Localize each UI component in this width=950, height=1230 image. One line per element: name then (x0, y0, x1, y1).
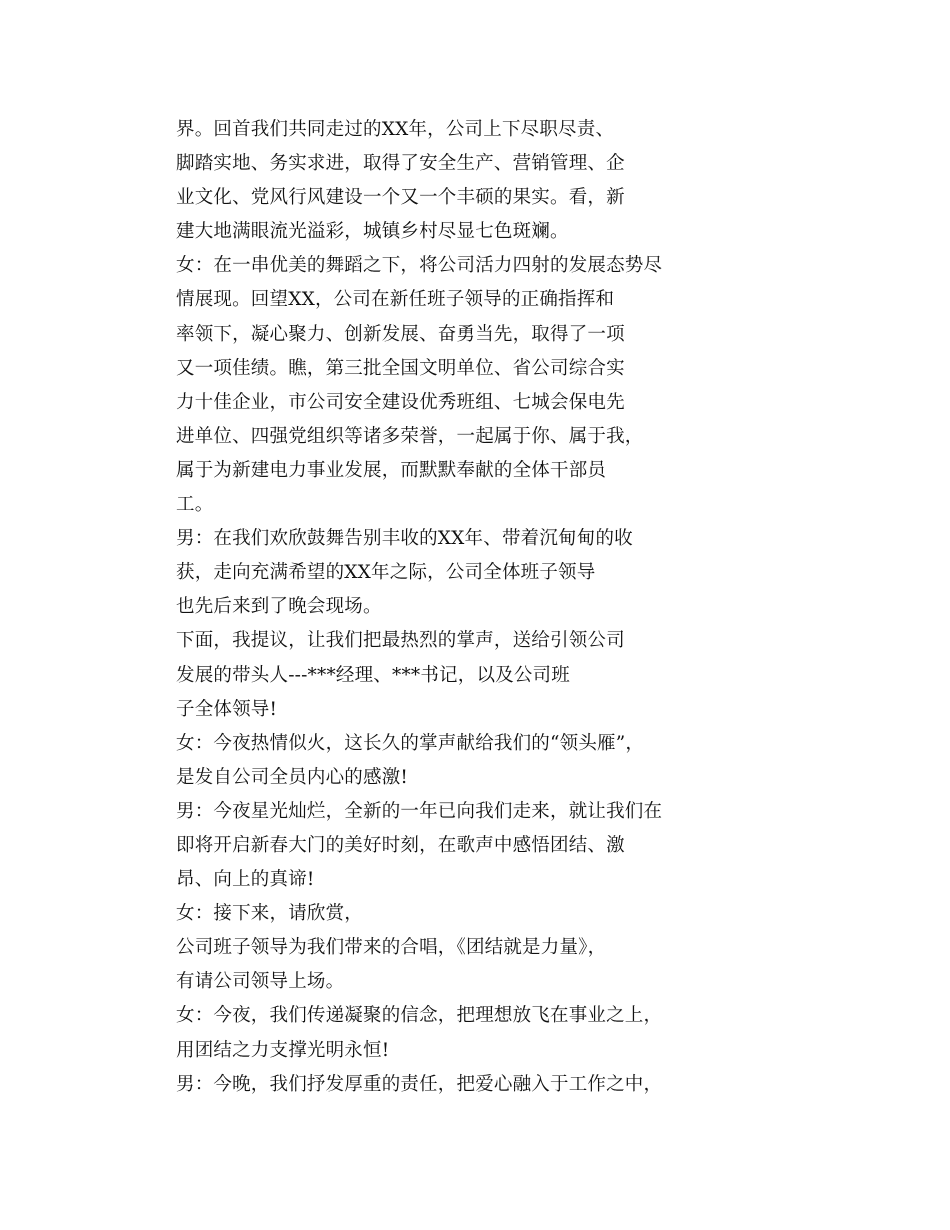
text-line: 情展现。回望XX，公司在新任班子领导的正确指挥和 (176, 289, 615, 311)
text-line: 业文化、党风行风建设一个又一个丰硕的果实。看，新 (176, 187, 625, 209)
text-line: 也先后来到了晚会现场。 (176, 596, 382, 618)
text-line: 属于为新建电力事业发展，而默默奉献的全体干部员 (176, 459, 607, 481)
text-line: 女：今夜热情似火，这长久的掌声献给我们的“领头雁”， (176, 732, 645, 754)
text-line: 界。回首我们共同走过的XX年，公司上下尽职尽责、 (176, 119, 615, 140)
document-body (176, 113, 696, 1102)
text-line: 昂、向上的真谛! (176, 869, 315, 891)
text-line: 发展的带头人---***经理、***书记，以及公司班 (176, 664, 570, 686)
text-line: 下面，我提议，让我们把最热烈的掌声，送给引领公司 (176, 630, 625, 652)
text-line: 女：今夜，我们传递凝聚的信念，把理想放飞在事业之上， (176, 1005, 663, 1027)
text-line: 公司班子领导为我们带来的合唱，《团结就是力量》， (176, 937, 607, 959)
text-line: 用团结之力支撑光明永恒! (176, 1039, 390, 1061)
text-line: 进单位、四强党组织等诸多荣誉，一起属于你、属于我， (176, 425, 644, 447)
text-line: 建大地满眼流光溢彩，城镇乡村尽显七色斑斓。 (176, 221, 569, 243)
text-line: 男：今晚，我们抒发厚重的责任，把爱心融入于工作之中， (176, 1073, 663, 1095)
text-line: 脚踏实地、务实求进，取得了安全生产、营销管理、企 (176, 153, 625, 175)
text-line: 子全体领导! (176, 698, 278, 720)
text-line: 男：今夜星光灿烂，全新的一年已向我们走来，就让我们在 (176, 800, 663, 822)
text-line: 女：在一串优美的舞蹈之下，将公司活力四射的发展态势尽 (176, 255, 663, 277)
text-line: 男：在我们欢欣鼓舞告别丰收的XX年、带着沉甸甸的收 (176, 528, 633, 550)
text-line: 有请公司领导上场。 (176, 971, 345, 993)
text-line: 获，走向充满希望的XX年之际，公司全体班子领导 (176, 562, 596, 584)
text-line: 是发自公司全员内心的感激! (176, 766, 409, 788)
text-line: 率领下，凝心聚力、创新发展、奋勇当先，取得了一项 (176, 323, 625, 345)
text-line: 又一项佳绩。瞧，第三批全国文明单位、省公司综合实 (176, 357, 625, 379)
text-line: 即将开启新春大门的美好时刻，在歌声中感悟团结、激 (176, 834, 625, 856)
text-line: 工。 (176, 494, 214, 516)
text-line: 力十佳企业，市公司安全建设优秀班组、七城会保电先 (176, 391, 625, 413)
text-line: 女：接下来，请欣赏， (176, 903, 364, 925)
